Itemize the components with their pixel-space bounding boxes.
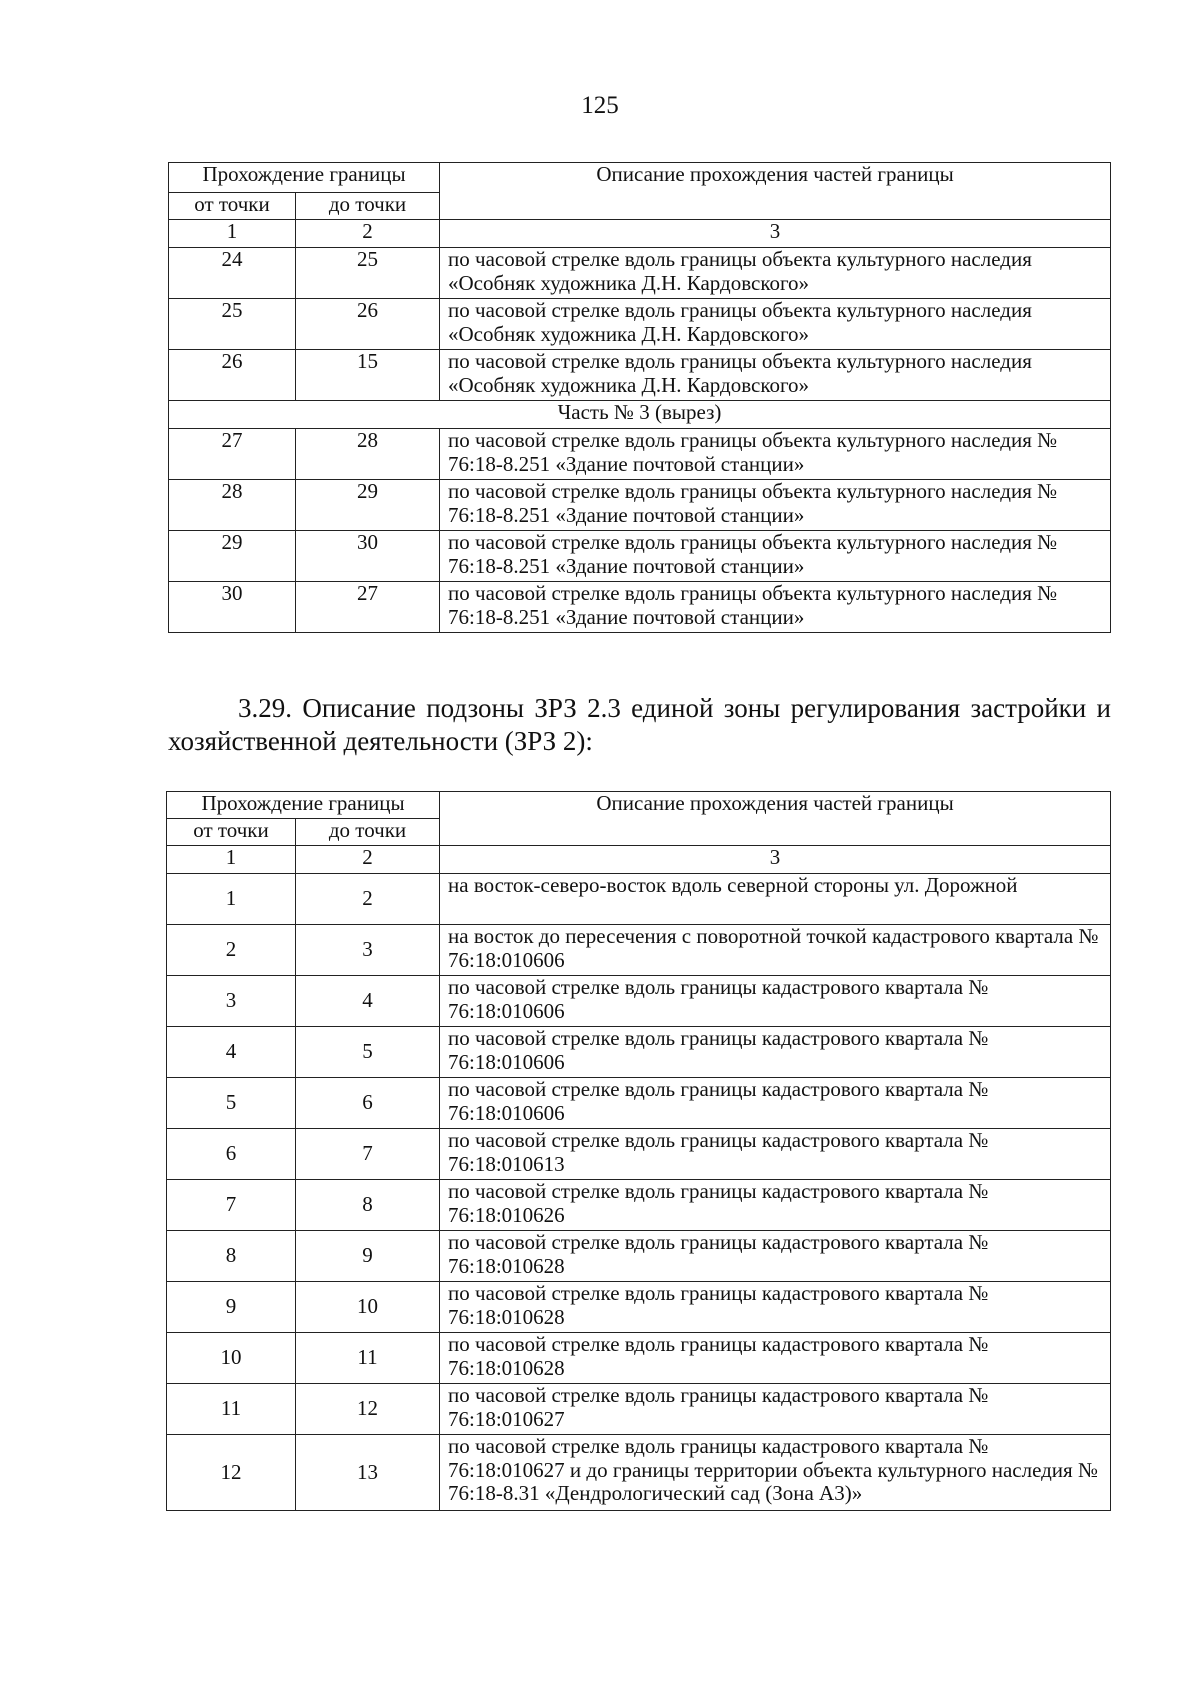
table-row — [169, 248, 1111, 299]
part-label: Часть № 3 (вырез) — [169, 401, 1111, 429]
header-from: от точки — [169, 193, 296, 220]
column-number: 2 — [296, 220, 440, 248]
from-point: 8 — [167, 1231, 296, 1282]
boundary-description: по часовой стрелке вдоль границы кадастрового квартала № 76:18:010606 — [440, 1027, 1111, 1078]
table-row — [167, 1435, 1111, 1511]
boundary-description: по часовой стрелке вдоль границы кадастрового квартала № 76:18:010606 — [440, 976, 1111, 1027]
boundary-description: по часовой стрелке вдоль границы кадастрового квартала № 76:18:010626 — [440, 1180, 1111, 1231]
from-point: 26 — [169, 350, 296, 401]
to-point: 4 — [296, 976, 440, 1027]
from-point: 27 — [169, 429, 296, 480]
to-point: 3 — [296, 925, 440, 976]
boundary-description: по часовой стрелке вдоль границы кадастрового квартала № 76:18:010613 — [440, 1129, 1111, 1180]
column-number: 1 — [167, 846, 296, 874]
table-row — [169, 531, 1111, 582]
boundary-description: по часовой стрелке вдоль границы кадастрового квартала № 76:18:010628 — [440, 1282, 1111, 1333]
to-point: 11 — [296, 1333, 440, 1384]
table-row — [167, 1078, 1111, 1129]
to-point: 28 — [296, 429, 440, 480]
to-point: 8 — [296, 1180, 440, 1231]
from-point: 2 — [167, 925, 296, 976]
from-point: 12 — [167, 1435, 296, 1511]
column-number: 2 — [296, 846, 440, 874]
boundary-description: на восток-северо-восток вдоль северной стороны ул. Дорожной — [440, 874, 1111, 925]
from-point: 29 — [169, 531, 296, 582]
table-row — [169, 299, 1111, 350]
header-to: до точки — [296, 819, 440, 846]
to-point: 27 — [296, 582, 440, 633]
to-point: 30 — [296, 531, 440, 582]
to-point: 13 — [296, 1435, 440, 1511]
table-row — [167, 1180, 1111, 1231]
table-row — [169, 350, 1111, 401]
to-point: 2 — [296, 874, 440, 925]
boundary-description: по часовой стрелке вдоль границы объекта культурного наследия № 76:18-8.251 «Здание почтовой станции» — [440, 582, 1111, 633]
boundary-description: на восток до пересечения с поворотной точкой кадастрового квартала № 76:18:010606 — [440, 925, 1111, 976]
to-point: 6 — [296, 1078, 440, 1129]
boundary-description: по часовой стрелке вдоль границы объекта культурного наследия «Особняк художника Д.Н. Кардовского» — [440, 299, 1111, 350]
header-description: Описание прохождения частей границы — [440, 792, 1111, 846]
to-point: 25 — [296, 248, 440, 299]
header-crossing: Прохождение границы — [167, 792, 440, 819]
column-number: 1 — [169, 220, 296, 248]
boundary-table-part — [168, 162, 1111, 633]
table-row — [167, 1282, 1111, 1333]
column-number: 3 — [440, 846, 1111, 874]
table-row — [167, 1333, 1111, 1384]
from-point: 5 — [167, 1078, 296, 1129]
boundary-description: по часовой стрелке вдоль границы кадастрового квартала № 76:18:010627 — [440, 1384, 1111, 1435]
boundary-table-zone — [166, 791, 1111, 1511]
to-point: 26 — [296, 299, 440, 350]
boundary-description: по часовой стрелке вдоль границы объекта культурного наследия «Особняк художника Д.Н. Кардовского» — [440, 350, 1111, 401]
table-row — [167, 1231, 1111, 1282]
to-point: 9 — [296, 1231, 440, 1282]
header-to: до точки — [296, 193, 440, 220]
boundary-description: по часовой стрелке вдоль границы кадастрового квартала № 76:18:010628 — [440, 1333, 1111, 1384]
from-point: 1 — [167, 874, 296, 925]
from-point: 3 — [167, 976, 296, 1027]
column-number: 3 — [440, 220, 1111, 248]
to-point: 5 — [296, 1027, 440, 1078]
to-point: 29 — [296, 480, 440, 531]
to-point: 10 — [296, 1282, 440, 1333]
table-row — [169, 480, 1111, 531]
boundary-description: по часовой стрелке вдоль границы объекта культурного наследия № 76:18-8.251 «Здание почтовой станции» — [440, 531, 1111, 582]
to-point: 7 — [296, 1129, 440, 1180]
table-row — [167, 976, 1111, 1027]
table-row — [167, 1129, 1111, 1180]
table-row — [169, 429, 1111, 480]
boundary-description: по часовой стрелке вдоль границы кадастрового квартала № 76:18:010628 — [440, 1231, 1111, 1282]
boundary-description: по часовой стрелке вдоль границы объекта культурного наследия «Особняк художника Д.Н. Кардовского» — [440, 248, 1111, 299]
table-row — [167, 925, 1111, 976]
header-from: от точки — [167, 819, 296, 846]
to-point: 12 — [296, 1384, 440, 1435]
boundary-description: по часовой стрелке вдоль границы кадастрового квартала № 76:18:010606 — [440, 1078, 1111, 1129]
from-point: 28 — [169, 480, 296, 531]
page-number: 125 — [581, 92, 619, 119]
boundary-description: по часовой стрелке вдоль границы объекта культурного наследия № 76:18-8.251 «Здание почтовой станции» — [440, 480, 1111, 531]
from-point: 11 — [167, 1384, 296, 1435]
from-point: 25 — [169, 299, 296, 350]
header-description: Описание прохождения частей границы — [440, 163, 1111, 220]
section-heading-text: 3.29. Описание подзоны ЗРЗ 2.3 единой зоны регулирования застройки и хозяйственной деятельности (ЗРЗ 2): — [168, 693, 1111, 757]
table-row — [169, 582, 1111, 633]
from-point: 4 — [167, 1027, 296, 1078]
section-heading — [168, 692, 1111, 759]
from-point: 6 — [167, 1129, 296, 1180]
to-point: 15 — [296, 350, 440, 401]
table-row — [167, 1027, 1111, 1078]
boundary-description: по часовой стрелке вдоль границы объекта культурного наследия № 76:18-8.251 «Здание почтовой станции» — [440, 429, 1111, 480]
header-crossing: Прохождение границы — [169, 163, 440, 193]
from-point: 9 — [167, 1282, 296, 1333]
from-point: 10 — [167, 1333, 296, 1384]
table-row — [167, 874, 1111, 925]
table-row — [167, 1384, 1111, 1435]
from-point: 30 — [169, 582, 296, 633]
from-point: 24 — [169, 248, 296, 299]
from-point: 7 — [167, 1180, 296, 1231]
boundary-description: по часовой стрелке вдоль границы кадастрового квартала № 76:18:010627 и до границы территории объекта культурного наследия № 76:18-8.31 «Дендрологический сад (Зона А3)» — [440, 1435, 1111, 1511]
